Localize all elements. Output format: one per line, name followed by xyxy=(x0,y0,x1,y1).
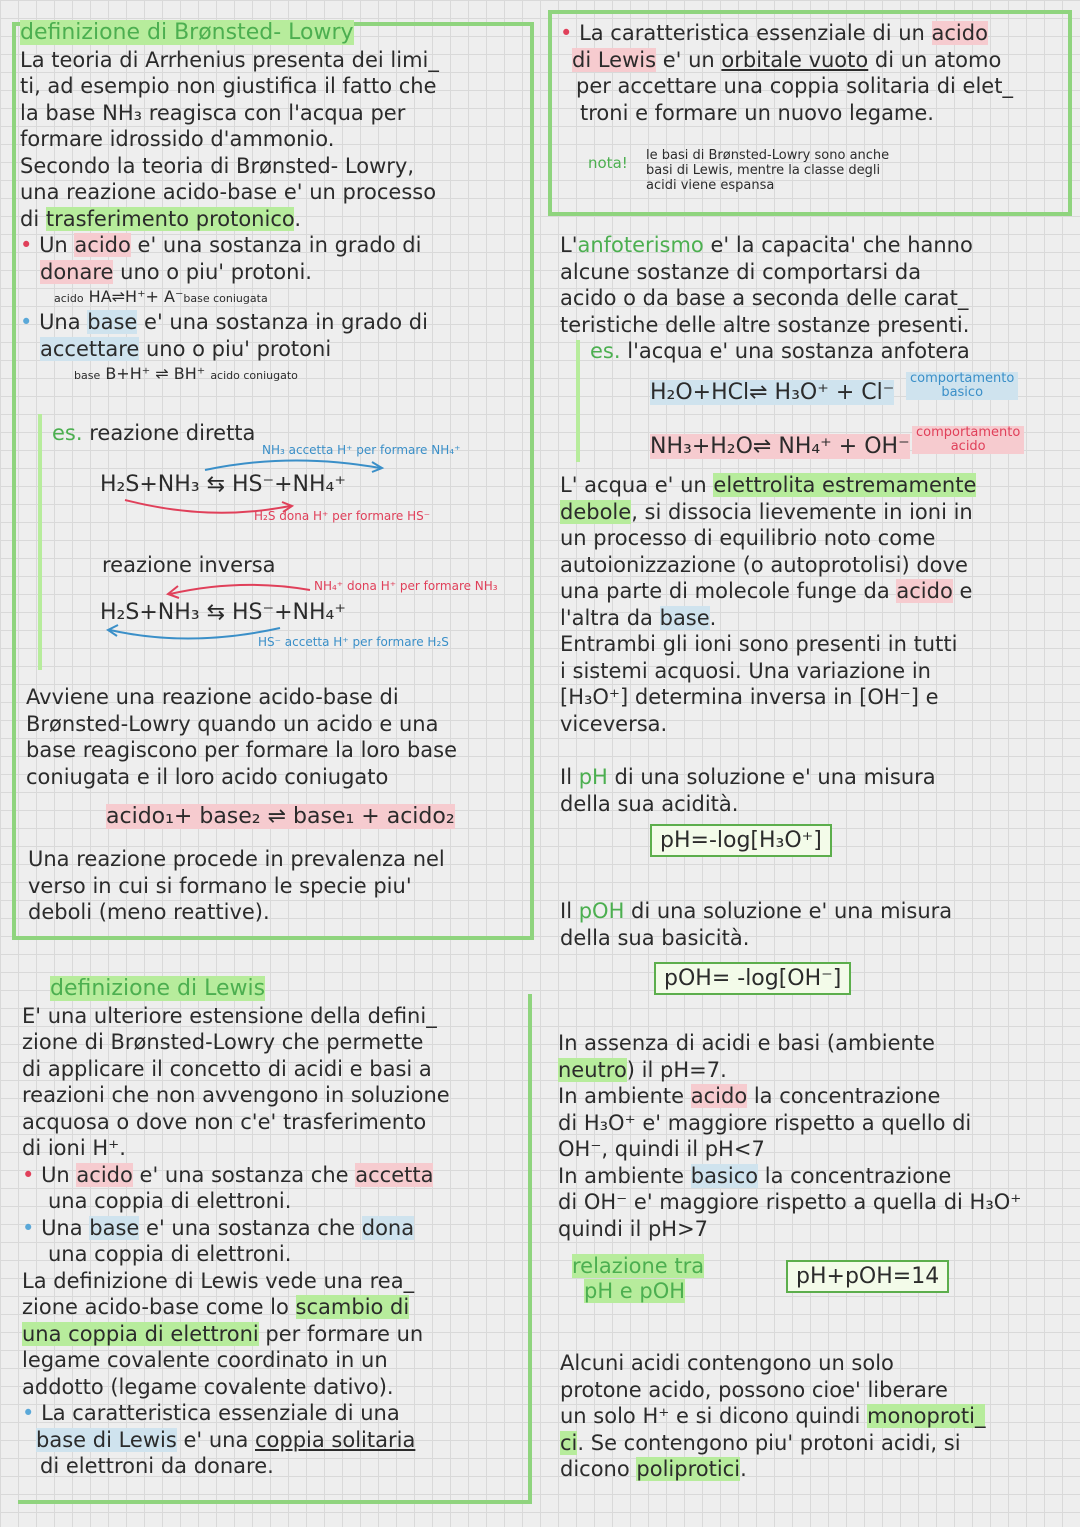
inverse-label: reazione inversa xyxy=(102,553,276,577)
env-line: In ambiente basico la concentrazione xyxy=(558,1163,952,1188)
bronsted-lowry-section xyxy=(20,20,439,386)
env-line: quindi il pH>7 xyxy=(558,1216,709,1241)
intro-line: la base NH₃ reagisca con l'acqua per xyxy=(20,100,406,125)
water-line: debole, si dissocia lievemente in ioni in xyxy=(560,499,973,524)
intro-line: di trasferimento protonico. xyxy=(20,206,302,231)
lewis-acid-line: troni e formare un nuovo legame. xyxy=(580,100,934,125)
anf-line: L'anfoterismo e' la capacita' che hanno xyxy=(560,233,973,257)
env-line: neutro) il pH=7. xyxy=(558,1057,727,1082)
note-hs: HS⁻ accetta H⁺ per formare H₂S xyxy=(258,635,449,649)
acid-equation: acido HA⇌H⁺+ A⁻base coniugata xyxy=(54,287,268,306)
nota-text: le basi di Brønsted-Lowry sono anche basi di Lewis, mentre la classe degli acidi viene espansa xyxy=(646,148,890,193)
relation-label: relazione tra pH e pOH xyxy=(572,1254,705,1303)
closing-block xyxy=(28,846,445,926)
anf-line: acido o da base a seconda delle carat_ xyxy=(560,286,969,310)
ions-line: Entrambi gli ioni sono presenti in tutti xyxy=(560,632,958,656)
anf-margin-line xyxy=(576,340,580,462)
intro-line: una reazione acido-base e' un processo xyxy=(20,180,437,204)
lewis-acid-line: di Lewis e' un orbitale vuoto di un atomo xyxy=(572,47,1002,72)
env-line: OH⁻, quindi il pH<7 xyxy=(558,1137,765,1161)
water-line: L' acqua e' un elettrolita estremamente xyxy=(560,473,977,497)
protic-line: Alcuni acidi contengono un solo xyxy=(560,1351,894,1375)
ions-line: viceversa. xyxy=(560,711,668,736)
lewis-acid-line: • La caratteristica essenziale di un acido xyxy=(560,21,988,45)
water-section xyxy=(560,472,976,737)
anf-example: es. l'acqua e' una sostanza anfotera xyxy=(590,339,970,363)
water-line: autoionizzazione (o autoprotolisi) dove xyxy=(560,552,968,577)
closing-line: deboli (meno reattive). xyxy=(28,900,270,924)
intro-line: formare idrossido d'ammonio. xyxy=(20,127,335,151)
lewis-intro-line: acquosa o dove non c'e' trasferimento xyxy=(22,1109,427,1134)
bullet: • xyxy=(20,233,40,257)
anfoterismo-section xyxy=(560,232,973,365)
lewis-char-line: di elettroni da donare. xyxy=(40,1454,274,1478)
base-equation: base B+H⁺ ⇌ BH⁺ acido coniugato xyxy=(74,364,298,383)
eq-acid-note: comportamento acido xyxy=(912,426,1024,454)
base-definition: • Una base e' una sostanza in grado di xyxy=(20,310,428,334)
lewis-def-line: una coppia di elettroni per formare un xyxy=(22,1321,424,1346)
poh-definition: Il pOH di una soluzione e' una misura della sua basicità. xyxy=(560,899,953,950)
lewis-def-line: addotto (legame covalente dativo). xyxy=(22,1374,394,1399)
anf-line: alcune sostanze di comportarsi da xyxy=(560,259,922,284)
lewis-def-line: legame covalente coordinato in un xyxy=(22,1348,388,1372)
note-h2s: H₂S dona H⁺ per formare HS⁻ xyxy=(254,509,431,523)
lewis-def-line: La definizione di Lewis vede una rea_ xyxy=(22,1268,415,1293)
relation-formula-box: pH+pOH=14 xyxy=(786,1260,949,1293)
poh-formula-box: pOH= -log[OH⁻] xyxy=(654,962,851,995)
lewis-section xyxy=(22,976,450,1480)
closing-line: verso in cui si formano le specie piu' xyxy=(28,873,412,898)
reaction-direct: H₂S+NH₃ ⇆ HS⁻+NH₄⁺ xyxy=(100,472,346,497)
intro-line: ti, ad esempio non giustifica il fatto che xyxy=(20,74,437,98)
lewis-acid-line2: una coppia di elettroni. xyxy=(48,1189,292,1213)
lewis-base-line2: una coppia di elettroni. xyxy=(48,1242,292,1266)
env-line: di OH⁻ e' maggiore rispetto a quella di H₃O⁺ xyxy=(558,1190,1022,1214)
lewis-char-line: base di Lewis e' una coppia solitaria xyxy=(36,1427,416,1452)
protic-line: dicono poliprotici. xyxy=(560,1457,747,1481)
environment-section xyxy=(558,1030,1021,1242)
water-line: una parte di molecole funge da acido e xyxy=(560,579,973,603)
note-nh3: NH₃ accetta H⁺ per formare NH₄⁺ xyxy=(262,443,461,457)
eq-acid: NH₃+H₂O⇌ NH₄⁺ + OH⁻ xyxy=(650,434,910,459)
acid-definition: donare uno o piu' protoni. xyxy=(40,259,312,284)
protic-section xyxy=(560,1350,985,1483)
note-nh4: NH₄⁺ dona H⁺ per formare NH₃ xyxy=(314,579,498,593)
protic-line: un solo H⁺ e si dicono quindi monoproti_ xyxy=(560,1404,986,1428)
reaction-inverse: H₂S+NH₃ ⇆ HS⁻+NH₄⁺ xyxy=(100,600,346,625)
lewis-acid: • Un acido e' una sostanza che accetta xyxy=(22,1162,434,1187)
ph-definition: Il pH di una soluzione e' una misura della sua acidità. xyxy=(560,765,936,816)
ph-formula-box: pH=-log[H₃O⁺] xyxy=(650,824,832,857)
nota-label: nota! xyxy=(588,154,628,172)
acid-definition: • Un acido e' una sostanza in grado di xyxy=(20,233,422,257)
lewis-intro-line: zione di Brønsted-Lowry che permette xyxy=(22,1030,424,1054)
summary-line: base reagiscono per formare la loro base xyxy=(26,738,458,762)
section-title-lewis: definizione di Lewis xyxy=(50,976,266,1001)
lewis-intro-line: reazioni che non avvengono in soluzione xyxy=(22,1083,450,1107)
summary-line: Brønsted-Lowry quando un acido e una xyxy=(26,711,439,736)
env-line: di H₃O⁺ e' maggiore rispetto a quello di xyxy=(558,1110,972,1135)
example-label: es. reazione diretta xyxy=(52,421,256,445)
summary-block xyxy=(26,684,457,790)
lewis-intro-line: E' una ulteriore estensione della defini_ xyxy=(22,1003,437,1028)
general-equation: acido₁+ base₂ ⇌ base₁ + acido₂ xyxy=(106,804,455,829)
eq-basic-note: comportamento basico xyxy=(906,372,1018,400)
eq-basic: H₂O+HCl⇌ H₃O⁺ + Cl⁻ xyxy=(650,380,895,405)
lewis-base: • Una base e' una sostanza che dona xyxy=(22,1215,415,1240)
summary-line: coniugata e il loro acido coniugato xyxy=(26,764,389,789)
lewis-def-line: zione acido-base come lo scambio di xyxy=(22,1295,410,1319)
closing-line: Una reazione procede in prevalenza nel xyxy=(28,847,445,871)
anf-line: teristiche delle altre sostanze presenti. xyxy=(560,312,970,337)
water-line: un processo di equilibrio noto come xyxy=(560,526,936,550)
ions-line: i sistemi acquosi. Una variazione in xyxy=(560,658,931,683)
intro-line: La teoria di Arrhenius presenta dei limi_ xyxy=(20,47,439,72)
protic-line: protone acido, possono cioe' liberare xyxy=(560,1377,948,1402)
section-title-bronsted: definizione di Brønsted- Lowry xyxy=(20,20,354,45)
ions-line: [H₃O⁺] determina inversa in [OH⁻] e xyxy=(560,685,939,709)
example-margin-line xyxy=(38,414,42,670)
lewis-acid-line: per accettare una coppia solitaria di elet_ xyxy=(576,74,1013,98)
lewis-char-line: • La caratteristica essenziale di una xyxy=(22,1401,400,1425)
env-line: In assenza di acidi e basi (ambiente xyxy=(558,1031,935,1055)
protic-line: ci. Se contengono piu' protoni acidi, si xyxy=(560,1430,961,1455)
bullet: • xyxy=(20,310,40,334)
lewis-intro-line: di ioni H⁺. xyxy=(22,1136,126,1160)
intro-line: Secondo la teoria di Brønsted- Lowry, xyxy=(20,153,415,178)
lewis-intro-line: di applicare il concetto di acidi e basi a xyxy=(22,1056,432,1081)
lewis-acid-section xyxy=(560,20,1013,126)
base-definition: accettare uno o piu' protoni xyxy=(40,336,332,361)
env-line: In ambiente acido la concentrazione xyxy=(558,1084,941,1108)
summary-line: Avviene una reazione acido-base di xyxy=(26,685,399,709)
water-line: l'altra da base. xyxy=(560,605,717,630)
